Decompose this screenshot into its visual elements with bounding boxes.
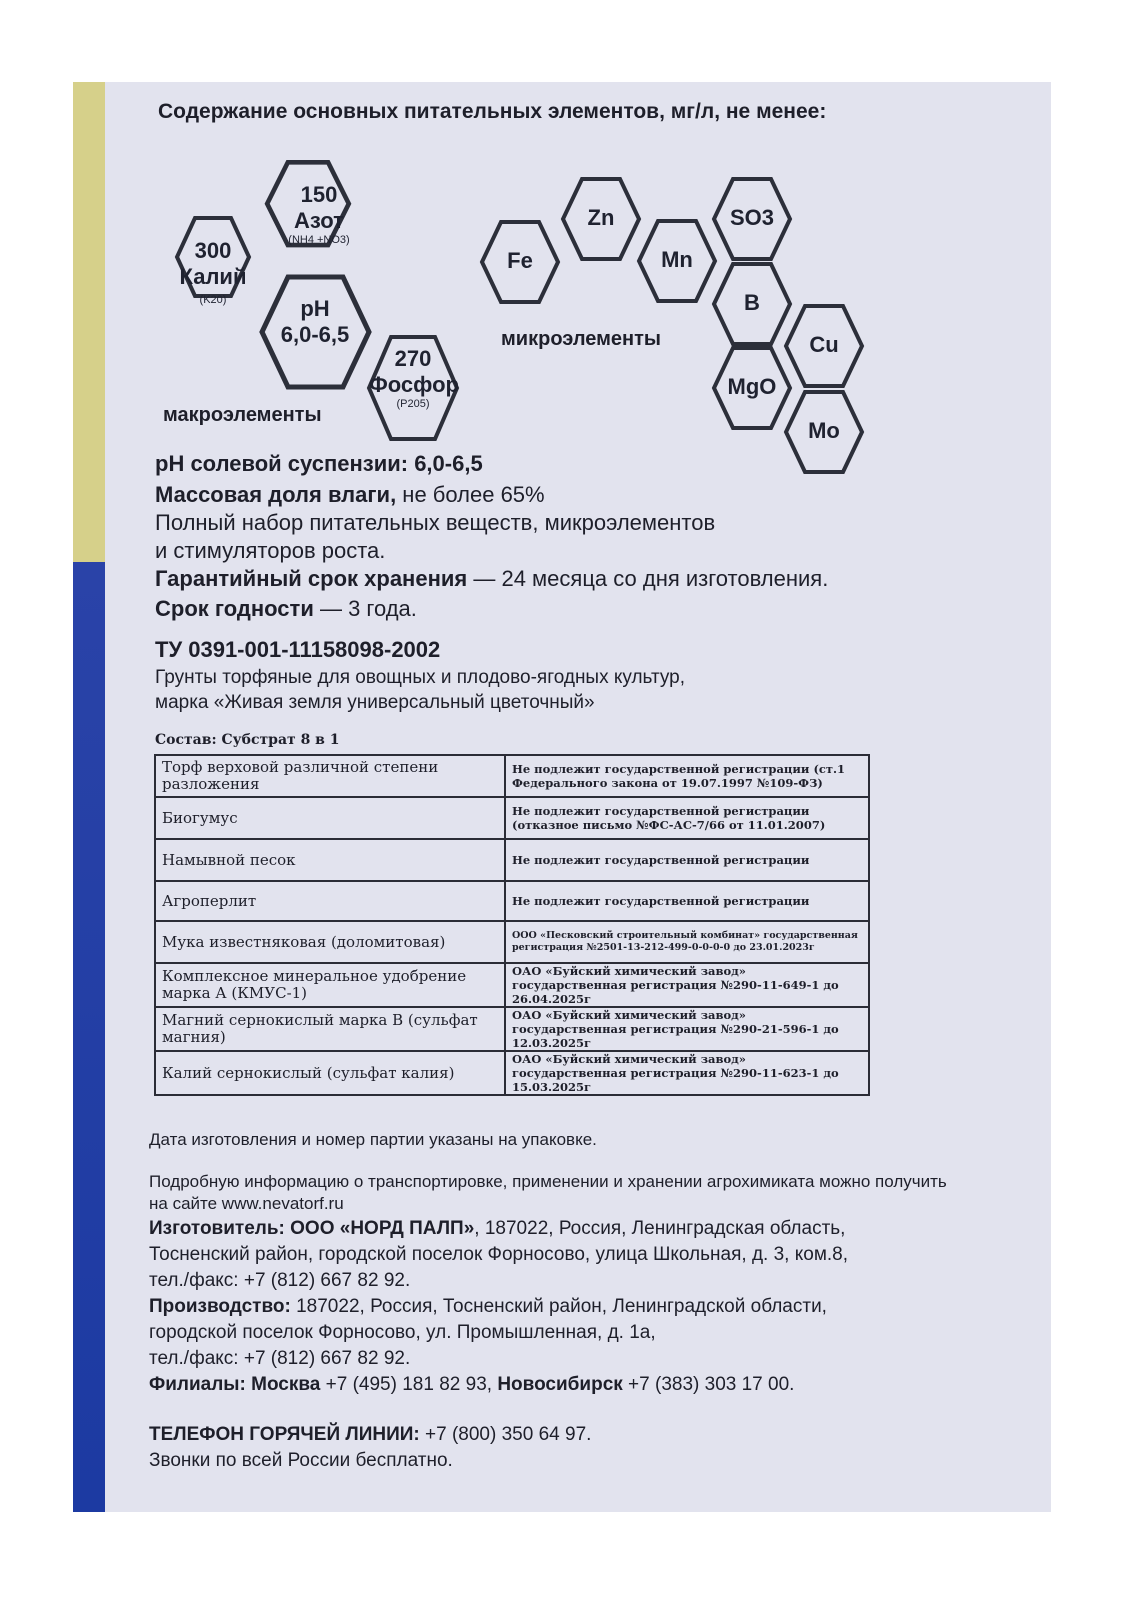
- production-line: [149, 1296, 827, 1318]
- phosphorus-info: [369, 346, 457, 410]
- manufacturer-name: Изготовитель: ООО «НОРД ПАЛП»: [149, 1218, 475, 1239]
- storage-value: — 24 месяца со дня изготовления.: [467, 566, 829, 591]
- branch-moscow-phone: +7 (495) 181 82 93,: [320, 1374, 498, 1395]
- micro-label: микроэлементы: [501, 328, 661, 350]
- micro-mo: Mo: [808, 418, 840, 443]
- potassium-info: [173, 238, 253, 306]
- micro-cu: Cu: [809, 332, 839, 357]
- phosphorus-name: Фосфор: [369, 372, 459, 397]
- composition-table: [154, 754, 870, 1096]
- nitrogen-info: [269, 182, 369, 246]
- table-row: [155, 755, 869, 797]
- component-cell: Биогумус: [155, 797, 505, 839]
- ph-name: pH: [300, 296, 330, 321]
- table-row: [155, 797, 869, 839]
- table-row: [155, 1007, 869, 1051]
- ph-info: [265, 296, 365, 348]
- phosphorus-value: 270: [394, 346, 432, 371]
- registration-cell: ОАО «Буйский химический завод» государственная регистрация №290-11-649-1 до 26.04.2025г: [505, 963, 869, 1007]
- macro-label: макроэлементы: [163, 404, 322, 426]
- nutrients-line-2: и стимуляторов роста.: [155, 538, 386, 563]
- storage-bold: Гарантийный срок хранения: [155, 566, 468, 591]
- component-cell: Агроперлит: [155, 881, 505, 921]
- nutrients-line-1: Полный набор питательных веществ, микроэлементов: [155, 510, 716, 535]
- production-label: Производство:: [149, 1296, 291, 1317]
- storage-line: [155, 566, 828, 592]
- free-calls-note: Звонки по всей России бесплатно.: [149, 1450, 453, 1471]
- nutrients-heading: Содержание основных питательных элементов, мг/л, не менее:: [158, 100, 827, 123]
- potassium-value: 300: [194, 238, 232, 263]
- phosphorus-formula: (P205): [396, 398, 430, 410]
- hotline-phone: +7 (800) 350 64 97.: [419, 1424, 592, 1445]
- table-row: [155, 881, 869, 921]
- ph-salt-line: pH солевой суспензии: 6,0-6,5: [155, 451, 483, 476]
- micro-fe: Fe: [507, 248, 533, 273]
- component-cell: Торф верховой различной степени разложения: [155, 755, 505, 797]
- micro-mgo: MgO: [727, 374, 777, 399]
- branch-novosibirsk: Новосибирск: [497, 1374, 623, 1395]
- component-cell: Магний сернокислый марка В (сульфат магния): [155, 1007, 505, 1051]
- standard-desc-1: Грунты торфяные для овощных и плодово-ягодных культур,: [155, 667, 686, 688]
- registration-cell: Не подлежит государственной регистрации (отказное письмо №ФС-АС-7/66 от 11.01.2007): [505, 797, 869, 839]
- branch-moscow: Филиалы: Москва: [149, 1374, 321, 1395]
- moisture-value: не более 65%: [396, 482, 545, 507]
- info-line-2: на сайте www.nevatorf.ru: [149, 1194, 344, 1213]
- table-row: [155, 963, 869, 1007]
- shelf-life-value: — 3 года.: [313, 596, 417, 621]
- hotline-line: [149, 1424, 591, 1446]
- micro-b: B: [744, 290, 760, 315]
- micro-zn: Zn: [587, 205, 615, 230]
- manufacturer-line-2: Тосненский район, городской поселок Форносово, улица Школьная, д. 3, ком.8,: [149, 1244, 849, 1265]
- label-sheet: [73, 82, 1051, 1512]
- hotline-label: ТЕЛЕФОН ГОРЯЧЕЙ ЛИНИИ:: [149, 1424, 420, 1445]
- nitrogen-name: Азот: [294, 208, 344, 233]
- nitrogen-formula: (NH4 +NO3): [288, 234, 350, 246]
- component-cell: Намывной песок: [155, 839, 505, 881]
- manufacturer-address: , 187022, Россия, Ленинградская область,: [474, 1218, 846, 1239]
- branches-line: [149, 1374, 794, 1396]
- production-line-2: городской поселок Форносово, ул. Промышленная, д. 1а,: [149, 1322, 656, 1343]
- blue-side-strip: [73, 562, 105, 1512]
- component-cell: Калий сернокислый (сульфат калия): [155, 1051, 505, 1095]
- moisture-line: [155, 482, 545, 508]
- nitrogen-value: 150: [300, 182, 338, 207]
- table-row: [155, 1051, 869, 1095]
- component-cell: Комплексное минеральное удобрение марка А (КМУС-1): [155, 963, 505, 1007]
- standard-desc-2: марка «Живая земля универсальный цветочный»: [155, 692, 595, 713]
- composition-title: Состав: Субстрат 8 в 1: [155, 732, 340, 748]
- branch-novosibirsk-phone: +7 (383) 303 17 00.: [622, 1374, 795, 1395]
- moisture-bold: Массовая доля влаги,: [155, 482, 397, 507]
- manufacturer-phone: тел./факс: +7 (812) 667 82 92.: [149, 1270, 411, 1291]
- registration-cell: Не подлежит государственной регистрации (ст.1 Федерального закона от 19.07.1997 №109-ФЗ): [505, 755, 869, 797]
- micro-so3: SO3: [729, 205, 775, 230]
- info-line-1: Подробную информацию о транспортировке, применении и хранении агрохимиката можно получить: [149, 1172, 947, 1191]
- table-row: [155, 839, 869, 881]
- standard-code: ТУ 0391-001-11158098-2002: [155, 637, 441, 662]
- production-address: 187022, Россия, Тосненский район, Ленинградской области,: [290, 1296, 827, 1317]
- ph-value: 6,0-6,5: [280, 322, 350, 347]
- registration-cell: ООО «Песковский строительный комбинат» государственная регистрация №2501-13-212-499-0-0-0-0 до 23.01.2023г: [505, 921, 869, 963]
- registration-cell: Не подлежит государственной регистрации: [505, 881, 869, 921]
- registration-cell: ОАО «Буйский химический завод» государственная регистрация №290-11-623-1 до 15.03.2025г: [505, 1051, 869, 1095]
- potassium-formula: (K20): [199, 294, 227, 306]
- component-cell: Мука известняковая (доломитовая): [155, 921, 505, 963]
- production-phone: тел./факс: +7 (812) 667 82 92.: [149, 1348, 411, 1369]
- potassium-name: Калий: [179, 264, 247, 289]
- micro-mn: Mn: [661, 247, 693, 272]
- table-row: [155, 921, 869, 963]
- registration-cell: Не подлежит государственной регистрации: [505, 839, 869, 881]
- shelf-life-bold: Срок годности: [155, 596, 314, 621]
- manufacturer-line: [149, 1218, 845, 1240]
- shelf-life-line: [155, 596, 417, 622]
- batch-note: Дата изготовления и номер партии указаны на упаковке.: [149, 1130, 597, 1149]
- registration-cell: ОАО «Буйский химический завод» государственная регистрация №290-21-596-1 до 12.03.2025г: [505, 1007, 869, 1051]
